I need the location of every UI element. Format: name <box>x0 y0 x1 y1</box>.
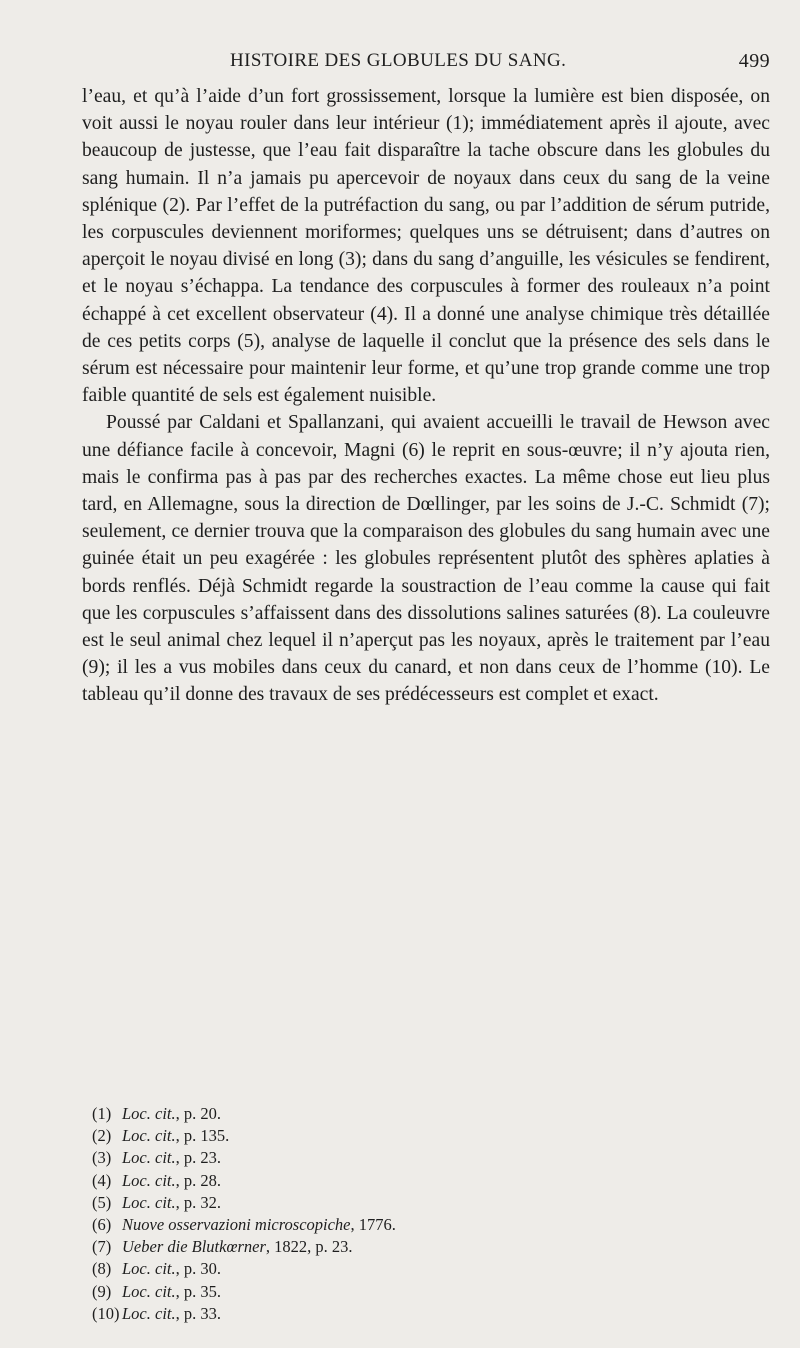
footnote-number: (5) <box>92 1192 112 1212</box>
footnote-number: (2) <box>92 1126 112 1146</box>
footnote-source: Loc. cit. <box>122 1104 176 1123</box>
footnote-reference: , p. 20. <box>175 1104 221 1123</box>
footnote-source: Ueber die Blutkœrner <box>122 1237 266 1257</box>
footnote-reference: , p. 33. <box>175 1303 221 1323</box>
footnote <box>92 1170 752 1192</box>
running-title: HISTOIRE DES GLOBULES DU SANG. <box>230 50 567 71</box>
footnote-reference: , p. 35. <box>175 1281 221 1301</box>
footnote-number: (4) <box>92 1170 112 1190</box>
footnote-number: (10) <box>92 1303 120 1323</box>
running-header <box>82 50 770 76</box>
footnote-reference: , p. 23. <box>175 1148 221 1168</box>
footnote-number: (6) <box>92 1215 112 1235</box>
footnote <box>92 1147 752 1169</box>
footnote-reference: , 1822, p. 23. <box>265 1237 353 1257</box>
footnote-source: Loc. cit. <box>122 1170 176 1190</box>
footnote-reference: , p. 135. <box>175 1126 230 1146</box>
footnote-source: Loc. cit. <box>122 1281 176 1301</box>
footnote-number: (7) <box>92 1237 112 1257</box>
footnote-reference: , p. 30. <box>175 1259 221 1279</box>
footnote <box>92 1258 752 1280</box>
footnote <box>92 1214 752 1236</box>
footnotes <box>92 1103 752 1325</box>
footnote-source: Loc. cit. <box>122 1303 176 1323</box>
main-text <box>82 83 770 709</box>
paragraph: Poussé par Caldani et Spallanzani, qui avaient accueilli le travail de Hewson avec une défiance facile à concevoir, Magni (6) le reprit en sous-œuvre; il n’y ajouta rien, mais le confirma pas à pas par des recherches exactes. La même chose eut lieu plus tard, en Allemagne, sous la direction de Dœllinger, par les soins de J.-C. Schmidt (7); seulement, ce dernier trouva que la comparaison des globules du sang humain avec une guinée était un peu exagérée : les globules représentent plutôt des sphères aplaties à bords renflés. Déjà Schmidt regarde la soustraction de l’eau comme la cause qui fait que les corpuscules s’affaissent dans des dissolutions salines saturées (8). La couleuvre est le seul animal chez lequel il n’aperçut pas les noyaux, après le traitement par l’eau (9); il les a vus mobiles dans ceux du canard, et non dans ceux de l’homme (10). Le tableau qu’il donne des travaux de ses prédécesseurs est complet et exact. <box>82 412 770 706</box>
footnote <box>92 1103 752 1125</box>
footnote <box>92 1236 752 1258</box>
footnote <box>92 1125 752 1147</box>
footnote-number: (9) <box>92 1281 112 1301</box>
footnote-source: Nuove osservazioni microscopiche <box>122 1215 351 1235</box>
footnote-reference: , 1776. <box>350 1215 396 1235</box>
footnote-source: Loc. cit. <box>122 1192 176 1212</box>
page-number: 499 <box>738 50 770 72</box>
footnote-reference: , p. 28. <box>175 1170 221 1190</box>
footnote <box>92 1192 752 1214</box>
footnote-number: (3) <box>92 1148 112 1168</box>
footnote-source: Loc. cit. <box>122 1148 176 1168</box>
footnote-source: Loc. cit. <box>122 1126 176 1146</box>
footnote-source: Loc. cit. <box>122 1259 176 1279</box>
footnote-number: (1) <box>92 1104 112 1123</box>
paragraph: l’eau, et qu’à l’aide d’un fort grossissement, lorsque la lumière est bien disposée, on voit aussi le noyau rouler dans leur intérieur (1); immédiatement après il ajoute, avec beaucoup de justesse, que l’eau fait disparaître la tache obscure dans les globules du sang humain. Il n’a jamais pu apercevoir de noyaux dans ceux du sang de la veine splénique (2). Par l’effet de la putréfaction du sang, ou par l’addition de sérum putride, les corpuscules deviennent moriformes; quelques uns se détruisent; dans d’autres on aperçoit le noyau divisé en long (3); dans du sang d’anguille, les vésicules se fendirent, et le noyau s’échappa. La tendance des corpuscules à former des rouleaux n’a point échappé à cet excellent observateur (4). Il a donné une analyse chimique très détaillée de ces petits corps (5), analyse de laquelle il conclut que la présence des sels dans le sérum est nécessaire pour maintenir leur forme, et qu’une trop grande comme une trop faible quantité de sels est également nuisible. <box>82 86 770 407</box>
footnote-reference: , p. 32. <box>175 1192 221 1212</box>
footnote-number: (8) <box>92 1259 112 1279</box>
footnote <box>92 1303 752 1325</box>
footnote <box>92 1281 752 1303</box>
